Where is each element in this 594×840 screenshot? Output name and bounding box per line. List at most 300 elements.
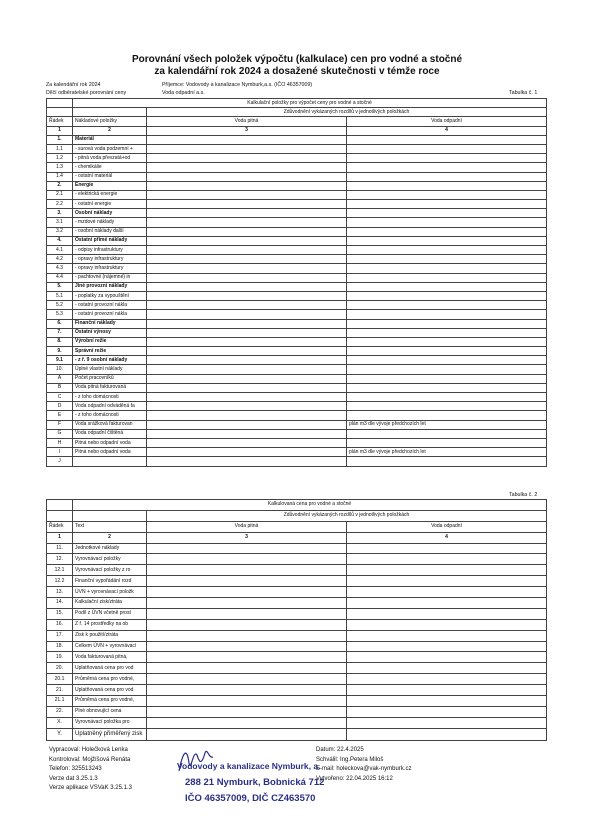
col-header-water: Voda pitná [147, 117, 347, 126]
table-row [47, 374, 547, 383]
table-row [47, 598, 547, 609]
table-row [47, 227, 547, 236]
row-label: Celkem ÚVN + vyrovnávací [73, 641, 147, 652]
table-row [47, 181, 547, 190]
row-water-note [147, 135, 347, 144]
row-label: Voda pitná fakturovaná [73, 383, 147, 392]
row-number: 11. [47, 543, 73, 554]
row-number: 14. [47, 598, 73, 609]
col-index: 1 [47, 126, 73, 135]
data-version: Verze dat 3.25.1.3 [49, 775, 98, 782]
row-number: Y. [47, 728, 73, 740]
row-label: - z ř. 9 osobní náklady [73, 356, 147, 365]
row-water-note [147, 209, 347, 218]
row-water-note [147, 438, 347, 447]
row-number: 4.2 [47, 255, 73, 264]
table2-header-sub: Zdůvodnění vykázaných rozdílů v jednotlivých položkách [147, 510, 547, 521]
row-label: Správní režie [73, 347, 147, 356]
table-row [47, 411, 547, 420]
table-row [47, 554, 547, 565]
row-number: 2.1 [47, 190, 73, 199]
row-waste-note [347, 236, 547, 245]
table-row [47, 641, 547, 652]
row-waste-note [347, 365, 547, 374]
row-water-note [147, 641, 347, 652]
row-waste-note [347, 393, 547, 402]
row-water-note [147, 356, 347, 365]
row-label: Materiál [73, 135, 147, 144]
table-row [47, 144, 547, 153]
row-water-note [147, 706, 347, 717]
header-blank [47, 510, 73, 521]
row-number: 10. [47, 365, 73, 374]
approved-by: Schválil: Ing.Petera Miloš [316, 756, 384, 763]
created: Vytvořeno: 22.04.2025 16:12 [316, 775, 393, 782]
row-waste-note [347, 328, 547, 337]
row-water-note [147, 337, 347, 346]
row-water-note [147, 319, 347, 328]
row-waste-note [347, 619, 547, 630]
row-waste-note [347, 438, 547, 447]
row-number: 19. [47, 652, 73, 663]
table1-number: Tabulka č. 1 [509, 90, 538, 96]
row-waste-note [347, 347, 547, 356]
row-label: Výrobní režie [73, 337, 147, 346]
row-waste-note [347, 411, 547, 420]
table-row [47, 365, 547, 374]
row-water-note [147, 402, 347, 411]
row-waste-note [347, 717, 547, 728]
header-blank [47, 500, 73, 511]
row-label: Plné obnovující cena [73, 706, 147, 717]
checked-by: Kontroloval: Mojžíšová Renáta [49, 756, 131, 763]
row-label: Pitná nebo odpadní voda [73, 438, 147, 447]
row-number: 1.3 [47, 163, 73, 172]
row-label: - pitná voda převzatá+od [73, 154, 147, 163]
row-number: 21.1 [47, 696, 73, 707]
row-water-note [147, 246, 347, 255]
row-label: Průměrná cena pro vodné, [73, 696, 147, 707]
row-water-note [147, 543, 347, 554]
col-header-waste: Voda odpadní [347, 117, 547, 126]
prepared-by: Vypracoval: Holečková Lenka [49, 747, 128, 753]
calculated-price-table [46, 499, 547, 741]
row-water-note [147, 685, 347, 696]
table-row [47, 190, 547, 199]
row-number: 5.3 [47, 310, 73, 319]
table-row [47, 652, 547, 663]
row-waste-note [347, 608, 547, 619]
row-water-note [147, 429, 347, 438]
row-label: - ostatní materiál [73, 172, 147, 181]
year-label: Za kalendářní rok 2024 [46, 82, 101, 88]
row-waste-note [347, 576, 547, 587]
row-waste-note [347, 273, 547, 282]
table-row [47, 218, 547, 227]
row-label: Finanční vypořádání rozd [73, 576, 147, 587]
row-number: 4. [47, 236, 73, 245]
row-number: 15. [47, 608, 73, 619]
table-row [47, 172, 547, 181]
cost-items-table [46, 98, 547, 467]
row-water-note [147, 576, 347, 587]
col-index: 1 [47, 532, 73, 543]
table-row [47, 393, 547, 402]
recipient-label: Příjemce: Vodovody a kanalizace Nymburk,a.s. (IČO 46357009) [162, 82, 313, 88]
row-water-note [147, 565, 347, 576]
header-blank [47, 108, 73, 117]
row-label: - osobní náklady další [73, 227, 147, 236]
row-water-note [147, 717, 347, 728]
row-label: Vyrovnávací položka pro [73, 717, 147, 728]
table-row [47, 383, 547, 392]
row-waste-note [347, 246, 547, 255]
table-row [47, 273, 547, 282]
row-number: G [47, 429, 73, 438]
row-water-note [147, 218, 347, 227]
row-water-note [147, 393, 347, 402]
table-row [47, 347, 547, 356]
row-waste-note [347, 429, 547, 438]
row-label: Podíl z ÚVN včetně prost [73, 608, 147, 619]
table-row [47, 696, 547, 707]
document-title [0, 54, 594, 78]
row-label: Ostatní přímé náklady [73, 236, 147, 245]
row-waste-note [347, 319, 547, 328]
row-water-note [147, 227, 347, 236]
row-number: 9.1 [47, 356, 73, 365]
table-row [47, 630, 547, 641]
header-blank [73, 108, 147, 117]
row-number: I [47, 448, 73, 457]
row-label: - ostatní provozní nákla [73, 310, 147, 319]
row-number: 4.3 [47, 264, 73, 273]
row-label: Ostatní výnosy [73, 328, 147, 337]
row-number: 5. [47, 282, 73, 291]
row-label: Jednotkové náklady [73, 543, 147, 554]
row-label: Pitná nebo odpadní voda [73, 448, 147, 457]
row-label [73, 457, 147, 466]
date: Datum: 22.4.2025 [316, 747, 364, 753]
row-waste-note [347, 374, 547, 383]
table-row [47, 319, 547, 328]
row-waste-note [347, 598, 547, 609]
row-water-note [147, 411, 347, 420]
row-water-note [147, 598, 347, 609]
row-number: 1.4 [47, 172, 73, 181]
stamp-line-3: IČO 46357009, DIČ CZ463570 [185, 793, 316, 804]
table-row [47, 728, 547, 740]
row-number: 7. [47, 328, 73, 337]
row-water-note [147, 273, 347, 282]
row-label: - odpisy infrastruktury [73, 246, 147, 255]
row-waste-note [347, 291, 547, 300]
row-water-note [147, 674, 347, 685]
row-waste-note [347, 641, 547, 652]
row-label: Zisk k použití/ztráta [73, 630, 147, 641]
row-water-note [147, 301, 347, 310]
row-number: 5.2 [47, 301, 73, 310]
row-number: 1.1 [47, 144, 73, 153]
row-label: - chemikálie [73, 163, 147, 172]
row-water-note [147, 383, 347, 392]
col-index: 2 [73, 126, 147, 135]
row-water-note [147, 630, 347, 641]
row-waste-note [347, 554, 547, 565]
table-row [47, 543, 547, 554]
row-waste-note [347, 264, 547, 273]
row-label: Uplatněný přiměřený zisk [73, 728, 147, 740]
row-water-note [147, 236, 347, 245]
row-label: Voda fakturovaná pitná, [73, 652, 147, 663]
row-water-note [147, 172, 347, 181]
row-number: 9. [47, 347, 73, 356]
col-index: 2 [73, 532, 147, 543]
table-row [47, 310, 547, 319]
table-row [47, 429, 547, 438]
unit-label: Dílčí odběratelské porovnání ceny [46, 90, 127, 96]
table-row [47, 438, 547, 447]
row-waste-note [347, 135, 547, 144]
email: E-mail: holeckova@vak-nymburk.cz [316, 766, 412, 773]
row-label: Počet pracovníků [73, 374, 147, 383]
row-water-note [147, 728, 347, 740]
row-water-note [147, 374, 347, 383]
row-label: - ostatní provozní nákla [73, 301, 147, 310]
row-water-note [147, 696, 347, 707]
row-water-note [147, 282, 347, 291]
table-row [47, 291, 547, 300]
table1-header-top: Kalkulační položky pro výpočet ceny pro vodné a stočné [73, 99, 547, 108]
row-waste-note [347, 383, 547, 392]
row-waste-note [347, 181, 547, 190]
row-label: Uplatňovaná cena pro vod [73, 685, 147, 696]
row-label: - opravy infrastruktury [73, 264, 147, 273]
row-label: Průměrná cena pro vodné, [73, 674, 147, 685]
table-row [47, 255, 547, 264]
row-water-note [147, 457, 347, 466]
table-row [47, 619, 547, 630]
row-waste-note [347, 696, 547, 707]
row-waste-note [347, 209, 547, 218]
stamp-line-2: 288 21 Nymburk, Bobnická 712 [185, 777, 325, 788]
row-waste-note [347, 200, 547, 209]
row-water-note [147, 587, 347, 598]
table-row [47, 246, 547, 255]
row-water-note [147, 310, 347, 319]
row-number: E [47, 411, 73, 420]
header-blank [47, 99, 73, 108]
table-row [47, 301, 547, 310]
row-number: 1.2 [47, 154, 73, 163]
footer-right [316, 746, 411, 784]
row-number: 12.1 [47, 565, 73, 576]
row-number: D [47, 402, 73, 411]
row-number: 13. [47, 587, 73, 598]
row-number: 12.2 [47, 576, 73, 587]
row-label: - z toho domácnosti [73, 393, 147, 402]
row-number: 4.1 [47, 246, 73, 255]
col-header-row: Řádek [47, 521, 73, 532]
row-number: 2.2 [47, 200, 73, 209]
row-label: - surová voda podzemní + [73, 144, 147, 153]
row-label: Jiné provozní náklady [73, 282, 147, 291]
table-row [47, 457, 547, 466]
table-row [47, 717, 547, 728]
row-number: 3. [47, 209, 73, 218]
row-label: Úplné vlastní náklady [73, 365, 147, 374]
table-row [47, 154, 547, 163]
footer-left [49, 746, 132, 794]
row-waste-note [347, 674, 547, 685]
table-row [47, 135, 547, 144]
row-waste-note [347, 144, 547, 153]
row-waste-note [347, 630, 547, 641]
row-water-note [147, 200, 347, 209]
row-label: ÚVN + vyrovnávací položk [73, 587, 147, 598]
table-row [47, 282, 547, 291]
row-number: C [47, 393, 73, 402]
row-label: Vyrovnávací položky [73, 554, 147, 565]
table-row [47, 209, 547, 218]
row-waste-note: plán m3 dle vývoje předchozích let [347, 448, 547, 457]
row-waste-note [347, 337, 547, 346]
phone: Telefon: 325513243 [49, 766, 102, 773]
table2-header-top: Kalkulovaná cena pro vodné a stočné [73, 500, 547, 511]
row-water-note [147, 181, 347, 190]
row-water-note [147, 448, 347, 457]
table-row [47, 674, 547, 685]
row-number: 18. [47, 641, 73, 652]
row-water-note [147, 420, 347, 429]
row-number: 4.4 [47, 273, 73, 282]
table-row [47, 236, 547, 245]
row-number: 20.1 [47, 674, 73, 685]
stamp-line-1: Vodovody a kanalizace Nymburk, a. [177, 761, 321, 771]
row-water-note [147, 619, 347, 630]
row-waste-note [347, 218, 547, 227]
table-row [47, 685, 547, 696]
row-number: B [47, 383, 73, 392]
row-number: 3.2 [47, 227, 73, 236]
row-label: Voda odpadní čištěná [73, 429, 147, 438]
row-label: Vyrovnávací položky z ro [73, 565, 147, 576]
row-number: H [47, 438, 73, 447]
row-waste-note [347, 402, 547, 411]
row-number: 2. [47, 181, 73, 190]
row-water-note [147, 255, 347, 264]
row-waste-note [347, 685, 547, 696]
row-waste-note [347, 190, 547, 199]
row-water-note [147, 328, 347, 337]
row-number: A [47, 374, 73, 383]
row-waste-note [347, 565, 547, 576]
row-waste-note [347, 663, 547, 674]
table-row [47, 663, 547, 674]
row-label: Voda srážková fakturovan [73, 420, 147, 429]
row-water-note [147, 291, 347, 300]
row-waste-note [347, 172, 547, 181]
row-number: X. [47, 717, 73, 728]
table-row [47, 200, 547, 209]
row-number: 22. [47, 706, 73, 717]
col-header-waste: Voda odpadní [347, 521, 547, 532]
row-water-note [147, 154, 347, 163]
row-label: Uplatňovaná cena pro vod [73, 663, 147, 674]
col-index: 4 [347, 126, 547, 135]
table2-number: Tabulka č. 2 [509, 492, 538, 498]
row-waste-note [347, 587, 547, 598]
row-label: - mzdové náklady [73, 218, 147, 227]
row-waste-note [347, 227, 547, 236]
app-version: Verze aplikace VSVaK 3.25.1.3 [49, 785, 132, 792]
col-header-row: Řádek [47, 117, 73, 126]
row-number: 17. [47, 630, 73, 641]
row-label: - poplatky za vypouštění [73, 291, 147, 300]
row-number: 12. [47, 554, 73, 565]
row-waste-note [347, 301, 547, 310]
table-row [47, 448, 547, 457]
table-row [47, 576, 547, 587]
row-number: 3.1 [47, 218, 73, 227]
row-water-note [147, 365, 347, 374]
subject-label: Voda odpadní a.s. [162, 90, 205, 96]
row-label: - z toho domácnosti [73, 411, 147, 420]
row-water-note [147, 163, 347, 172]
row-water-note [147, 190, 347, 199]
row-waste-note [347, 356, 547, 365]
row-waste-note [347, 706, 547, 717]
row-number: 21. [47, 685, 73, 696]
row-waste-note [347, 310, 547, 319]
row-number: J [47, 457, 73, 466]
row-number: 1. [47, 135, 73, 144]
col-header-item: Text [73, 521, 147, 532]
row-label: - elektrická energie [73, 190, 147, 199]
row-waste-note [347, 282, 547, 291]
row-number: 8. [47, 337, 73, 346]
row-number: 20. [47, 663, 73, 674]
row-label: - ostatní energie [73, 200, 147, 209]
table-row [47, 337, 547, 346]
row-water-note [147, 144, 347, 153]
table-row [47, 163, 547, 172]
row-water-note [147, 663, 347, 674]
row-label: Energie [73, 181, 147, 190]
row-waste-note [347, 255, 547, 264]
row-waste-note [347, 163, 547, 172]
row-label: Voda odpadní odváděná fa [73, 402, 147, 411]
row-waste-note [347, 728, 547, 740]
table-row [47, 328, 547, 337]
row-label: Kalkulační zisk/ztráta [73, 598, 147, 609]
row-label: - opravy infrastruktury [73, 255, 147, 264]
row-waste-note: plán m3 dle vývoje předchozích let [347, 420, 547, 429]
table-row [47, 420, 547, 429]
row-water-note [147, 264, 347, 273]
row-waste-note [347, 457, 547, 466]
col-index: 3 [147, 126, 347, 135]
row-number: F [47, 420, 73, 429]
row-number: 16. [47, 619, 73, 630]
title-line-1: Porovnání všech položek výpočtu (kalkulace) cen pro vodné a stočné [131, 54, 463, 65]
header-blank [73, 510, 147, 521]
row-number: 5.1 [47, 291, 73, 300]
row-waste-note [347, 154, 547, 163]
table1-header-sub: Zdůvodnění vykázaných rozdílů v jednotlivých položkách [147, 108, 547, 117]
row-label: Osobní náklady [73, 209, 147, 218]
col-header-water: Voda pitná [147, 521, 347, 532]
